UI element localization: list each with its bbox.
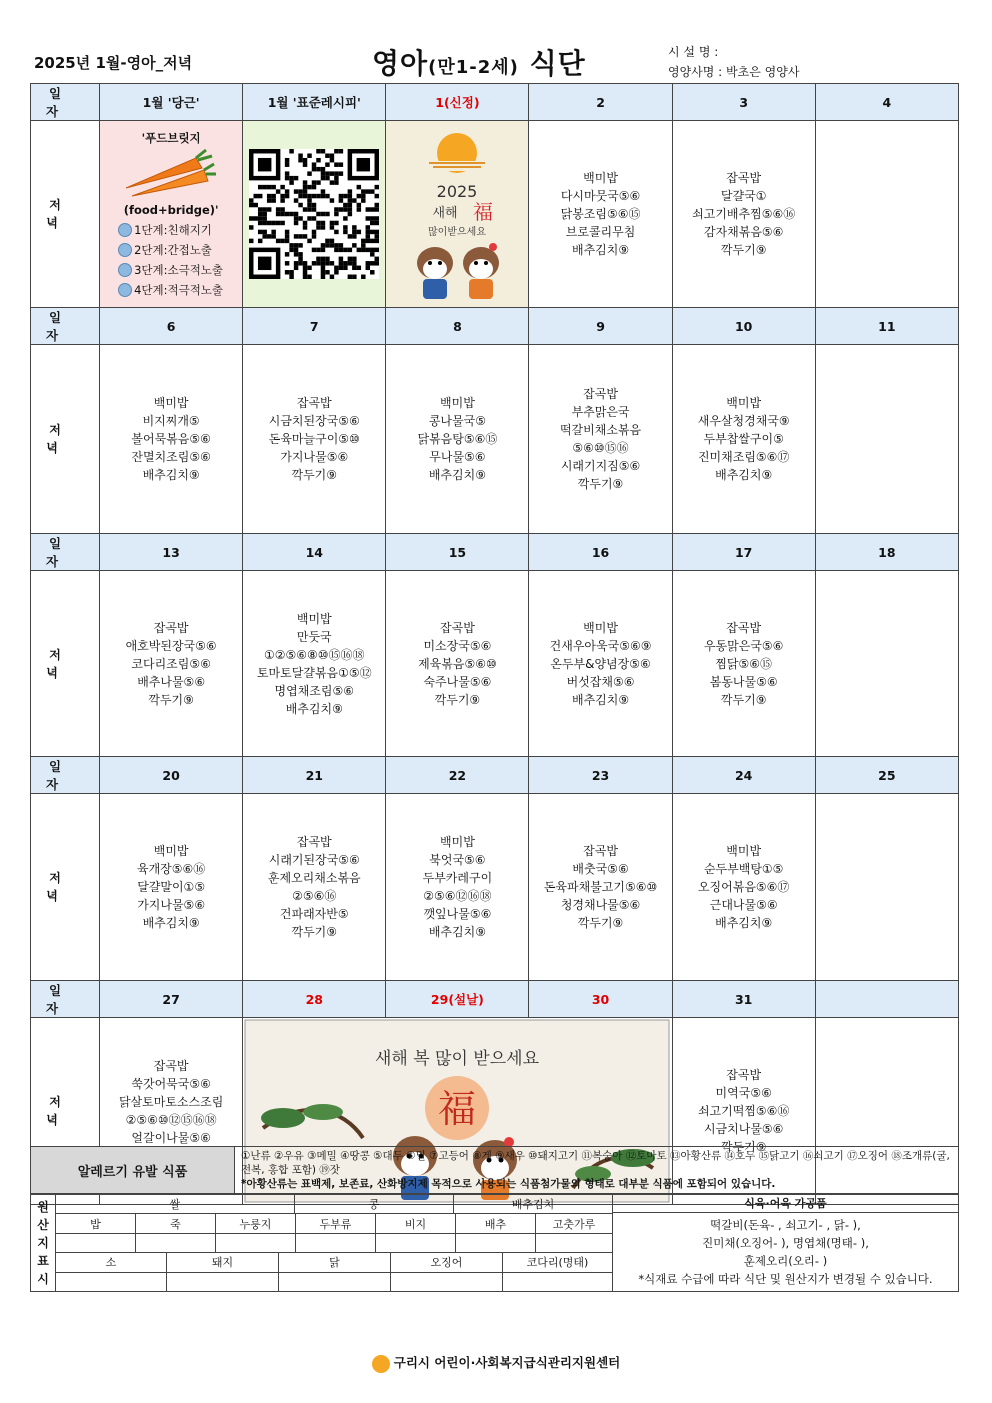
new-year-card [386, 121, 529, 308]
food-bridge-title: '푸드브릿지 [141, 131, 201, 145]
date-cell: 23 [529, 757, 672, 794]
food-bridge-subtitle: (food+bridge)' [123, 203, 219, 217]
date-label: 일자 [31, 981, 100, 1018]
footer [0, 1353, 992, 1373]
menu-item: 만둣국 [296, 629, 332, 644]
date-cell: 8 [386, 308, 529, 345]
step-label: 4단계:적극적노출 [134, 283, 224, 297]
menu-cell [529, 121, 672, 308]
menu-cell [672, 345, 815, 534]
origin-item: 코다리(명태) [526, 1256, 589, 1270]
dinner-label: 저녁 [31, 571, 100, 757]
menu-item: 잔멸치조림⑤⑥ [131, 450, 211, 464]
origin-item: 고춧가루 [552, 1217, 596, 1231]
step-label: 2단계:간접노출 [134, 243, 212, 257]
menu-cell [672, 794, 815, 981]
menu-item: 깍두기⑨ [720, 1140, 767, 1154]
food-bridge-step [118, 260, 242, 280]
origin-item: 닭 [279, 1253, 391, 1271]
origin-value [56, 1273, 167, 1291]
step-dot-icon [118, 243, 132, 257]
menu-cell [386, 571, 529, 757]
menu-item: 배추김치⑨ [428, 468, 486, 482]
origin-group-rice: 쌀 [56, 1195, 295, 1213]
menu-item: 백미밥 [583, 620, 618, 635]
menu-item: 배추김치⑨ [428, 925, 486, 939]
qr-code-icon [249, 149, 379, 279]
menu-item: 근대나물⑤⑥ [709, 898, 778, 912]
menu-item: 두부카레구이 [422, 871, 493, 885]
dinner-label: 저녁 [31, 121, 100, 308]
origin-label-char: 시 [37, 1272, 49, 1286]
menu-item: 잡곡밥 [296, 396, 332, 410]
origin-value [456, 1234, 536, 1252]
date-cell: 15 [386, 534, 529, 571]
menu-item: 백미밥 [153, 844, 189, 858]
date-cell: 20 [100, 757, 243, 794]
menu-item: 백미밥 [153, 396, 189, 410]
dinner-row [31, 571, 959, 757]
menu-item: 배추김치⑨ [715, 916, 773, 930]
dinner-label: 저녁 [31, 794, 100, 981]
menu-cell [672, 571, 815, 757]
menu-item: 닭살토마토소스조림 [118, 1095, 224, 1109]
menu-item: 깍두기⑨ [291, 925, 338, 939]
menu-item: 쑥갓어묵국⑤⑥ [131, 1077, 211, 1091]
processed-meat-header: 식육·어육 가공품 [613, 1195, 958, 1213]
dinner-label: 저녁 [31, 1018, 100, 1205]
date-cell: 31 [672, 981, 815, 1018]
date-cell: 1월 '당근' [100, 84, 243, 121]
menu-cell [815, 121, 958, 308]
date-cell: 24 [672, 757, 815, 794]
date-cell: 22 [386, 757, 529, 794]
menu-item: ①②⑤⑥⑧⑩⑮⑯⑱ [263, 647, 365, 662]
menu-cell [100, 571, 243, 757]
title-main: 영아 [372, 47, 429, 80]
menu-item: 백미밥 [583, 171, 618, 185]
food-bridge-box [100, 128, 242, 300]
menu-item: 백미밥 [726, 844, 762, 858]
menu-item: 깍두기⑨ [720, 692, 767, 707]
date-cell [815, 981, 958, 1018]
menu-item: ⑤⑥⑩⑮⑯ [572, 441, 629, 455]
origin-row-blank [56, 1234, 612, 1253]
menu-item: ②⑤⑥⑯ [292, 889, 337, 903]
menu-item: 쇠고기배추찜⑤⑥⑯ [692, 207, 796, 221]
menu-item: 백미밥 [296, 611, 332, 626]
new-year-illustration [386, 123, 528, 305]
menu-item: 잡곡밥 [583, 387, 618, 401]
menu-item: 닭봉조림⑤⑥⑮ [560, 207, 641, 221]
menu-item: 다시마뭇국⑤⑥ [560, 189, 641, 203]
menu-item: 배추김치⑨ [715, 468, 773, 482]
header-right [668, 42, 799, 82]
menu-item: 콩나물국⑤ [428, 414, 486, 428]
title-end: 식단 [529, 47, 586, 80]
menu-item: 잡곡밥 [296, 835, 332, 849]
allergy-list: ①난류 ②우유 ③메밀 ④땅콩 ⑤대두 ⑥밀 ⑦고등어 ⑧게 ⑨새우 ⑩돼지고기 ⑪복숭아 ⑫토마토 ⑬아황산류 ⑭호두 ⑮닭고기 ⑯쇠고기 ⑰오징어 ⑱조개류(굴, 전복, 홍합 포함) ⑲잣 [241, 1150, 950, 1176]
date-cell: 29(설날) [386, 981, 529, 1018]
new-year-fu: 福 [473, 200, 494, 224]
processed-meat-section [613, 1195, 958, 1291]
menu-item: 깍두기⑨ [577, 916, 624, 930]
menu-cell [100, 345, 243, 534]
menu-item: 배추김치⑨ [285, 701, 343, 716]
menu-item: 백미밥 [440, 835, 475, 849]
processed-meat-line: 진미채(오징어- ), 명엽채(명태- ), [702, 1236, 869, 1250]
menu-item: 시래기지짐⑤⑥ [560, 459, 641, 473]
footer-text: 구리시 어린이·사회복지급식관리지원센터 [393, 1355, 621, 1370]
date-row [31, 308, 959, 345]
page-title [372, 42, 586, 82]
menu-item: 잡곡밥 [726, 171, 762, 185]
menu-item: 깍두기⑨ [720, 243, 767, 257]
date-cell: 13 [100, 534, 243, 571]
menu-item: 두부찹쌀구이⑤ [703, 432, 784, 446]
menu-item: 미소장국⑤⑥ [423, 638, 492, 653]
menu-item: 새우살청경채국⑨ [697, 414, 790, 428]
menu-item: 청경채나물⑤⑥ [560, 898, 641, 912]
origin-row-meats [56, 1253, 612, 1272]
menu-item: 진미채조림⑤⑥⑰ [697, 450, 790, 464]
menu-item: 찜닭⑤⑥⑮ [715, 656, 773, 671]
menu-item: 잡곡밥 [440, 620, 475, 635]
seollal-fu: 福 [438, 1087, 477, 1131]
menu-item: 잡곡밥 [726, 620, 762, 635]
origin-value [296, 1234, 376, 1252]
seollal-greeting: 새해 복 많이 받으세요 [375, 1049, 540, 1069]
origin-value [503, 1273, 612, 1291]
step-label: 3단계:소극적노출 [134, 263, 224, 277]
dinner-row [31, 794, 959, 981]
menu-item: 봄동나물⑤⑥ [709, 674, 778, 689]
menu-item: 버섯잡채⑤⑥ [566, 674, 635, 689]
menu-item: 돈육마늘구이⑤⑩ [268, 432, 360, 446]
menu-item: 배추김치⑨ [571, 243, 630, 257]
origin-item: 두부류 [296, 1214, 376, 1232]
dinner-row [31, 121, 959, 308]
menu-item: 무나물⑤⑥ [429, 450, 486, 464]
menu-item: 육개장⑤⑥⑯ [136, 862, 206, 876]
menu-item: 토마토달걀볶음①⑤⑫ [256, 665, 372, 680]
date-label: 일자 [31, 534, 100, 571]
dietitian-label: 영양사명 : 박초은 영양사 [668, 65, 800, 79]
date-cell: 9 [529, 308, 672, 345]
processed-meat-line: 훈제오리(오리- ) [743, 1254, 828, 1268]
date-cell: 10 [672, 308, 815, 345]
date-row [31, 981, 959, 1018]
recipe-qr-cell [243, 121, 386, 308]
menu-item: 부추맑은국 [571, 405, 630, 419]
date-cell: 6 [100, 308, 243, 345]
origin-group-kimchi: 배추김치 [511, 1198, 555, 1212]
menu-item: 깍두기⑨ [291, 468, 338, 482]
allergy-section [30, 1146, 959, 1194]
menu-item: 달걀말이①⑤ [137, 880, 206, 894]
origin-value [391, 1273, 503, 1291]
menu-item: 시금치나물⑤⑥ [703, 1122, 784, 1136]
date-cell: 21 [243, 757, 386, 794]
menu-cell [386, 345, 529, 534]
date-cell: 16 [529, 534, 672, 571]
step-dot-icon [118, 283, 132, 297]
menu-item: 잡곡밥 [726, 1068, 762, 1082]
origin-label-char: 표 [37, 1254, 49, 1268]
origin-group-bean: 콩 [295, 1195, 454, 1213]
origin-item: 소 [56, 1253, 167, 1271]
date-cell: 25 [815, 757, 958, 794]
date-cell: 27 [100, 981, 243, 1018]
step-label: 1단계:친해지기 [134, 223, 212, 237]
menu-item: ②⑤⑥⑫⑯⑱ [423, 889, 492, 903]
origin-value [376, 1234, 456, 1252]
date-cell: 18 [815, 534, 958, 571]
food-bridge-cell [100, 121, 243, 308]
origin-table [56, 1195, 613, 1291]
menu-item: 가지나물⑤⑥ [280, 450, 349, 464]
menu-cell [815, 571, 958, 757]
header-left: 2025년 1월-영아_저녁 [34, 54, 193, 72]
menu-item: 제육볶음⑤⑥⑩ [418, 656, 497, 671]
food-bridge-step [118, 220, 242, 240]
origin-row-groups [56, 1195, 612, 1214]
menu-item: 백미밥 [440, 396, 475, 410]
menu-item: 잡곡밥 [153, 620, 189, 635]
step-dot-icon [118, 223, 132, 237]
menu-item: 명엽채조림⑤⑥ [274, 683, 355, 698]
date-cell: 3 [672, 84, 815, 121]
origin-label-char: 원 [37, 1200, 49, 1214]
origin-item: 밥 [56, 1214, 136, 1232]
origin-value [136, 1234, 216, 1252]
date-cell: 28 [243, 981, 386, 1018]
menu-item: 배추나물⑤⑥ [137, 674, 206, 689]
date-cell: 2 [529, 84, 672, 121]
menu-item: 애호박된장국⑤⑥ [125, 638, 217, 653]
menu-item: 배추김치⑨ [142, 916, 200, 930]
origin-label-char: 산 [37, 1218, 49, 1232]
menu-item: 배추김치⑨ [142, 468, 200, 482]
dinner-row [31, 345, 959, 534]
menu-item: 감자채볶음⑤⑥ [703, 225, 784, 239]
menu-item: 우동맑은국⑤⑥ [703, 638, 784, 653]
origin-item: 비지 [376, 1214, 456, 1232]
new-year-line1: 새해 [432, 206, 458, 221]
change-notice: *식재료 수급에 따라 식단 및 원산지가 변경될 수 있습니다. [638, 1272, 933, 1286]
menu-item: 깍두기⑨ [577, 477, 624, 491]
menu-item: 달걀국① [720, 189, 767, 203]
date-label: 일자 [31, 84, 100, 121]
origin-value [536, 1234, 612, 1252]
carrot-icon [118, 148, 218, 200]
menu-item: 브로콜리무침 [565, 225, 636, 239]
menu-item: 미역국⑤⑥ [715, 1086, 772, 1100]
new-year-year: 2025 [437, 182, 478, 201]
menu-calendar [30, 83, 959, 1205]
origin-row-items [56, 1214, 612, 1233]
food-bridge-step [118, 280, 242, 300]
menu-cell [243, 794, 386, 981]
menu-item: 순두부백탕①⑤ [703, 862, 784, 876]
menu-cell [529, 345, 672, 534]
date-cell: 17 [672, 534, 815, 571]
origin-item: 배추 [456, 1214, 536, 1232]
menu-item: 건새우아욱국⑤⑥⑨ [549, 638, 652, 653]
menu-cell [243, 571, 386, 757]
menu-cell [815, 345, 958, 534]
date-row [31, 534, 959, 571]
allergy-note: *아황산류는 표백제, 보존료, 산화방지제 목적으로 사용되는 식품첨가물의 형태로 대부분 식품에 포함되어 있습니다. [241, 1178, 776, 1190]
menu-item: 북엇국⑤⑥ [429, 853, 486, 867]
menu-item: 건파래자반⑤ [279, 907, 349, 921]
menu-item: 잡곡밥 [153, 1059, 189, 1073]
title-age: (만1-2세) [428, 57, 519, 78]
menu-item: 쇠고기떡찜⑤⑥⑯ [697, 1104, 790, 1118]
menu-item: 가지나물⑤⑥ [137, 898, 206, 912]
menu-item: 닭볶음탕⑤⑥⑮ [417, 432, 498, 446]
menu-cell [386, 794, 529, 981]
origin-value [167, 1273, 279, 1291]
menu-item: 숙주나물⑤⑥ [423, 674, 492, 689]
menu-item: 백미밥 [726, 396, 762, 410]
menu-cell [100, 794, 243, 981]
date-label: 일자 [31, 757, 100, 794]
menu-item: 깍두기⑨ [148, 692, 194, 707]
menu-item: 잡곡밥 [583, 844, 618, 858]
menu-item: 깻잎나물⑤⑥ [423, 907, 492, 921]
food-bridge-step [118, 240, 242, 260]
new-year-line2: 많이받으세요 [428, 227, 487, 238]
menu-item: 비지찌개⑤ [142, 414, 200, 428]
menu-item: 배추김치⑨ [571, 692, 630, 707]
date-cell: 11 [815, 308, 958, 345]
date-row [31, 84, 959, 121]
menu-item: 얼갈이나물⑤⑥ [131, 1131, 211, 1145]
menu-item: 볼어묵볶음⑤⑥ [131, 432, 211, 446]
origin-value [56, 1234, 136, 1252]
dinner-label: 저녁 [31, 345, 100, 534]
date-cell: 14 [243, 534, 386, 571]
origin-item: 누룽지 [216, 1214, 296, 1232]
date-cell: 7 [243, 308, 386, 345]
date-cell: 1월 '표준레시피' [243, 84, 386, 121]
menu-cell [243, 345, 386, 534]
processed-meat-line: 떡갈비(돈육- , 쇠고기- , 닭- ), [710, 1218, 861, 1232]
date-row [31, 757, 959, 794]
menu-cell [529, 571, 672, 757]
menu-cell [815, 794, 958, 981]
menu-item: 훈제오리채소볶음 [267, 871, 361, 885]
origin-label [31, 1195, 56, 1291]
origin-item: 돼지 [167, 1253, 279, 1271]
allergy-label: 알레르기 유발 식품 [31, 1147, 235, 1193]
menu-item: 배춧국⑤⑥ [572, 862, 629, 876]
step-dot-icon [118, 263, 132, 277]
menu-item: 돈육파채불고기⑤⑥⑩ [543, 880, 658, 894]
origin-value [216, 1234, 296, 1252]
origin-label-char: 지 [37, 1236, 49, 1250]
menu-cell [672, 121, 815, 308]
date-cell: 4 [815, 84, 958, 121]
menu-item: 시금치된장국⑤⑥ [268, 414, 360, 428]
date-cell: 1(신정) [386, 84, 529, 121]
center-logo-icon [372, 1355, 390, 1373]
menu-item: 떡갈비채소볶음 [559, 423, 642, 437]
menu-item: 시래기된장국⑤⑥ [268, 853, 360, 867]
date-cell: 30 [529, 981, 672, 1018]
menu-item: 오징어볶음⑤⑥⑰ [697, 880, 790, 894]
origin-value [279, 1273, 391, 1291]
origin-item: 오징어 [391, 1253, 503, 1271]
menu-item: 코다리조림⑤⑥ [131, 656, 211, 671]
menu-cell [529, 794, 672, 981]
origin-section [30, 1194, 959, 1292]
menu-item: 온두부&양념장⑤⑥ [550, 656, 651, 671]
menu-item: 깍두기⑨ [434, 692, 481, 707]
origin-row-blank2 [56, 1273, 612, 1291]
date-label: 일자 [31, 308, 100, 345]
allergy-content [235, 1147, 958, 1193]
facility-label: 시 설 명 : [668, 45, 719, 59]
processed-meat-body [613, 1213, 958, 1291]
menu-item: ②⑤⑥⑩⑫⑮⑯⑱ [125, 1113, 217, 1127]
origin-item: 죽 [136, 1214, 216, 1232]
